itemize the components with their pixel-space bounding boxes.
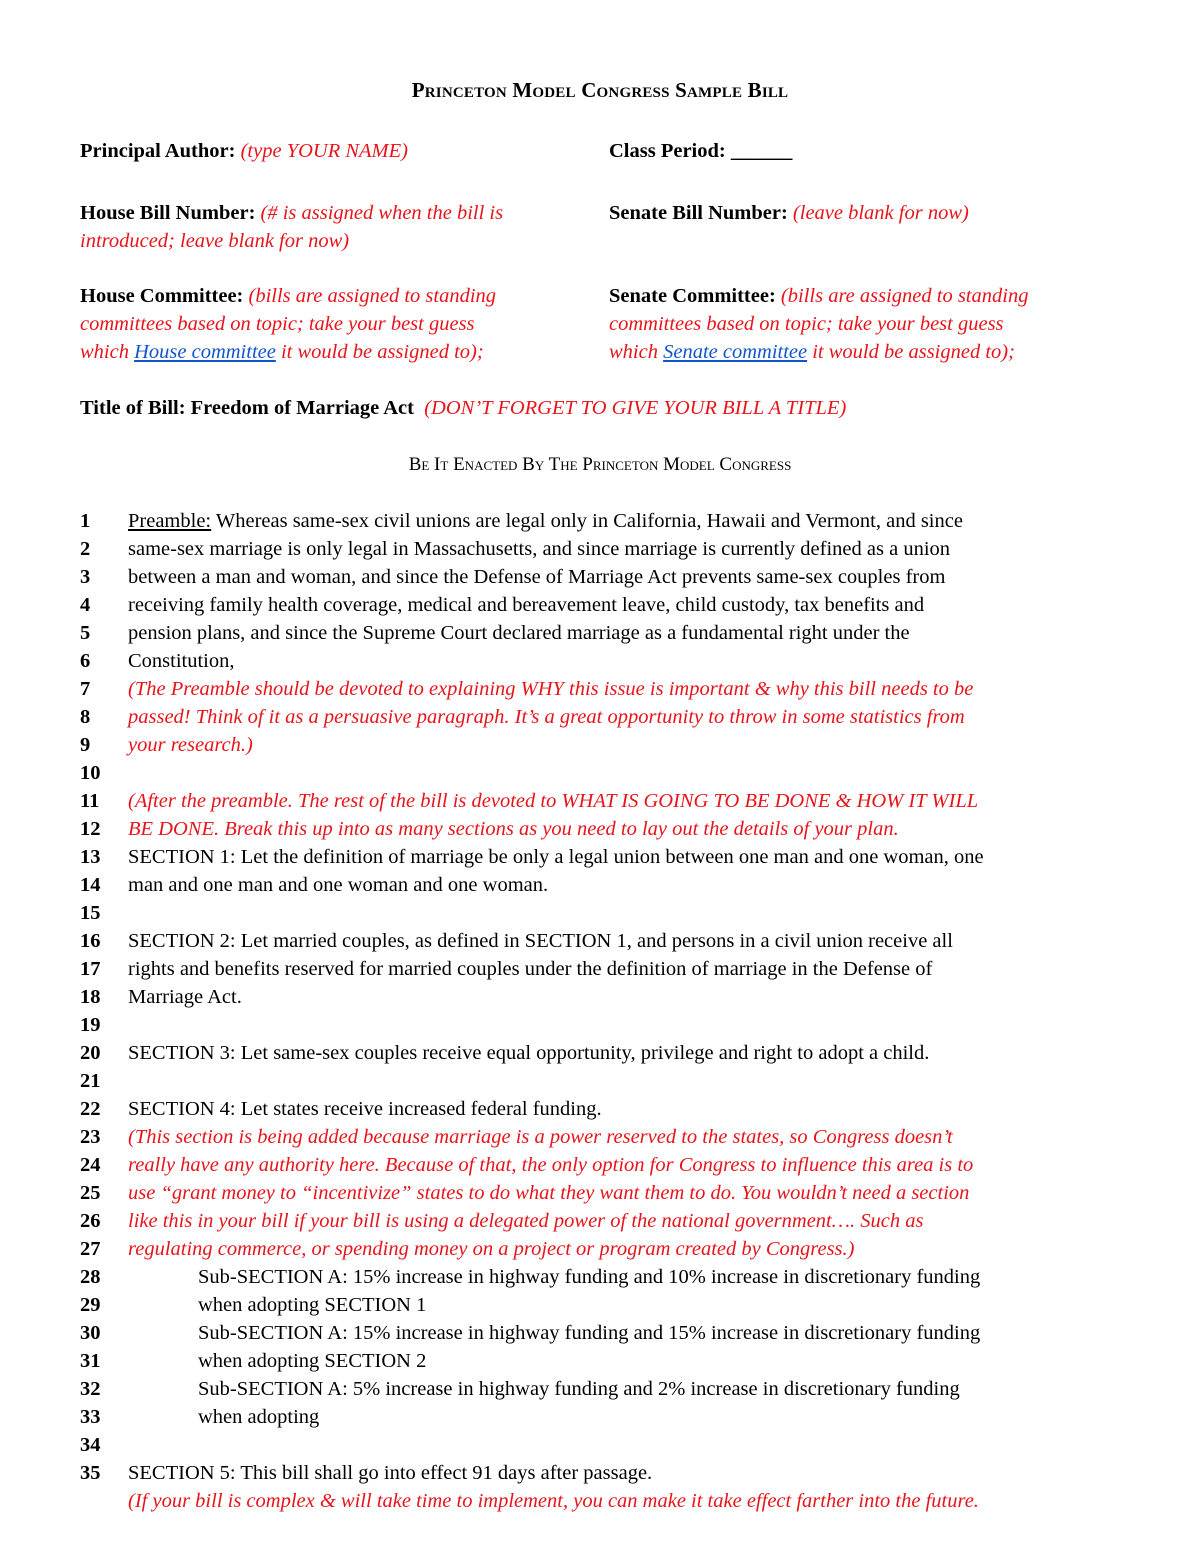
bill-line-2: 2 same-sex marriage is only legal in Massachusetts, and since marriage is currently defined as a union <box>80 538 951 560</box>
senate-committee-field: Senate Committee: (bills are assigned to standing committees based on topic; take your best guess which Senate committee it would be assigned to); <box>609 285 1029 363</box>
bill-line-3: 3 between a man and woman, and since the Defense of Marriage Act prevents same-sex couples from <box>80 566 946 588</box>
bill-line-19: 19 <box>80 1014 101 1036</box>
bill-line-24: 24 really have any authority here. Because of that, the only option for Congress to influence this area is to <box>80 1154 974 1176</box>
bill-line-29: 29 when adopting SECTION 1 <box>80 1294 427 1316</box>
house-committee-field: House Committee: (bills are assigned to standing committees based on topic; take your best guess which House committee it would be assigned to); <box>80 285 497 363</box>
bill-line-31: 31 when adopting SECTION 2 <box>80 1350 427 1372</box>
bill-line-8: 8 passed! Think of it as a persuasive paragraph. It’s a great opportunity to throw in some statistics from <box>80 706 965 728</box>
bill-line-6: 6 Constitution, <box>80 650 235 672</box>
bill-line-11: 11 (After the preamble. The rest of the bill is devoted to WHAT IS GOING TO BE DONE & HOW IT WILL <box>80 790 979 812</box>
bill-line-28: 28 Sub-SECTION A: 15% increase in highway funding and 10% increase in discretionary funding <box>80 1266 981 1288</box>
bill-line-18: 18 Marriage Act. <box>80 986 242 1008</box>
bill-line-20: 20 SECTION 3: Let same-sex couples receive equal opportunity, privilege and right to adopt a child. <box>80 1042 930 1064</box>
bill-line-26: 26 like this in your bill if your bill is using a delegated power of the national government…. Such as <box>80 1210 924 1232</box>
bill-line-22: 22 SECTION 4: Let states receive increased federal funding. <box>80 1098 602 1120</box>
class-period-blank[interactable]: ______ <box>730 140 793 162</box>
bill-title-field: Title of Bill: Freedom of Marriage Act (DON’T FORGET TO GIVE YOUR BILL A TITLE) <box>80 397 847 419</box>
bill-line-14: 14 man and one man and one woman and one woman. <box>80 874 549 896</box>
bill-line-1: 1 Preamble: Whereas same-sex civil unions are legal only in California, Hawaii and Vermont, and since <box>80 510 963 532</box>
principal-author-field: Principal Author: (type YOUR NAME) <box>80 140 408 162</box>
class-period-field: Class Period: ______ <box>609 140 793 162</box>
enacting-clause: Be It Enacted By The Princeton Model Congress <box>408 454 792 475</box>
senate-committee-link[interactable]: Senate committee <box>663 341 808 363</box>
bill-line-21: 21 <box>80 1070 101 1092</box>
house-committee-link[interactable]: House committee <box>134 341 276 363</box>
bill-line-10: 10 <box>80 762 101 784</box>
bill-line-4: 4 receiving family health coverage, medical and bereavement leave, child custody, tax benefits and <box>80 594 925 616</box>
bill-line-27: 27 regulating commerce, or spending money on a project or program created by Congress.) <box>80 1238 855 1260</box>
bill-line-33: 33 when adopting <box>80 1406 320 1428</box>
bill-body <box>0 507 1200 1515</box>
bill-line-12: 12 BE DONE. Break this up into as many sections as you need to lay out the details of your plan. <box>80 818 899 840</box>
bill-line-13: 13 SECTION 1: Let the definition of marriage be only a legal union between one man and one woman, one <box>80 846 984 868</box>
bill-line-16: 16 SECTION 2: Let married couples, as defined in SECTION 1, and persons in a civil union receive all <box>80 930 953 952</box>
bill-line-17: 17 rights and benefits reserved for married couples under the definition of marriage in the Defense of <box>80 958 933 980</box>
preamble-label: Preamble: <box>128 510 212 532</box>
bill-line-32: 32 Sub-SECTION A: 5% increase in highway funding and 2% increase in discretionary funding <box>80 1378 960 1400</box>
bill-line-23: 23 (This section is being added because marriage is a power reserved to the states, so Congress doesn’t <box>80 1126 953 1148</box>
bill-line-7: 7 (The Preamble should be devoted to explaining WHY this issue is important & why this bill needs to be <box>80 678 974 700</box>
bill-line-25: 25 use “grant money to “incentivize” states to do what they want them to do. You wouldn’t need a section <box>80 1182 970 1204</box>
bill-line-15: 15 <box>80 902 101 924</box>
bill-line-9: 9 your research.) <box>80 734 253 756</box>
document-title: Princeton Model Congress Sample Bill <box>411 78 789 102</box>
senate-bill-number-field: Senate Bill Number: (leave blank for now) <box>609 202 969 224</box>
bill-line-unnumbered: (If your bill is complex & will take time to implement, you can make it take effect farther into the future. <box>128 1490 979 1512</box>
bill-line-35: 35 SECTION 5: This bill shall go into effect 91 days after passage. <box>80 1462 653 1484</box>
bill-line-34: 34 <box>80 1434 101 1456</box>
principal-author-value[interactable]: (type YOUR NAME) <box>240 140 408 162</box>
bill-line-30: 30 Sub-SECTION A: 15% increase in highway funding and 15% increase in discretionary funding <box>80 1322 981 1344</box>
house-bill-number-field: House Bill Number: (# is assigned when the bill is introduced; leave blank for now) <box>80 202 504 252</box>
bill-line-5: 5 pension plans, and since the Supreme Court declared marriage as a fundamental right under the <box>80 622 910 644</box>
